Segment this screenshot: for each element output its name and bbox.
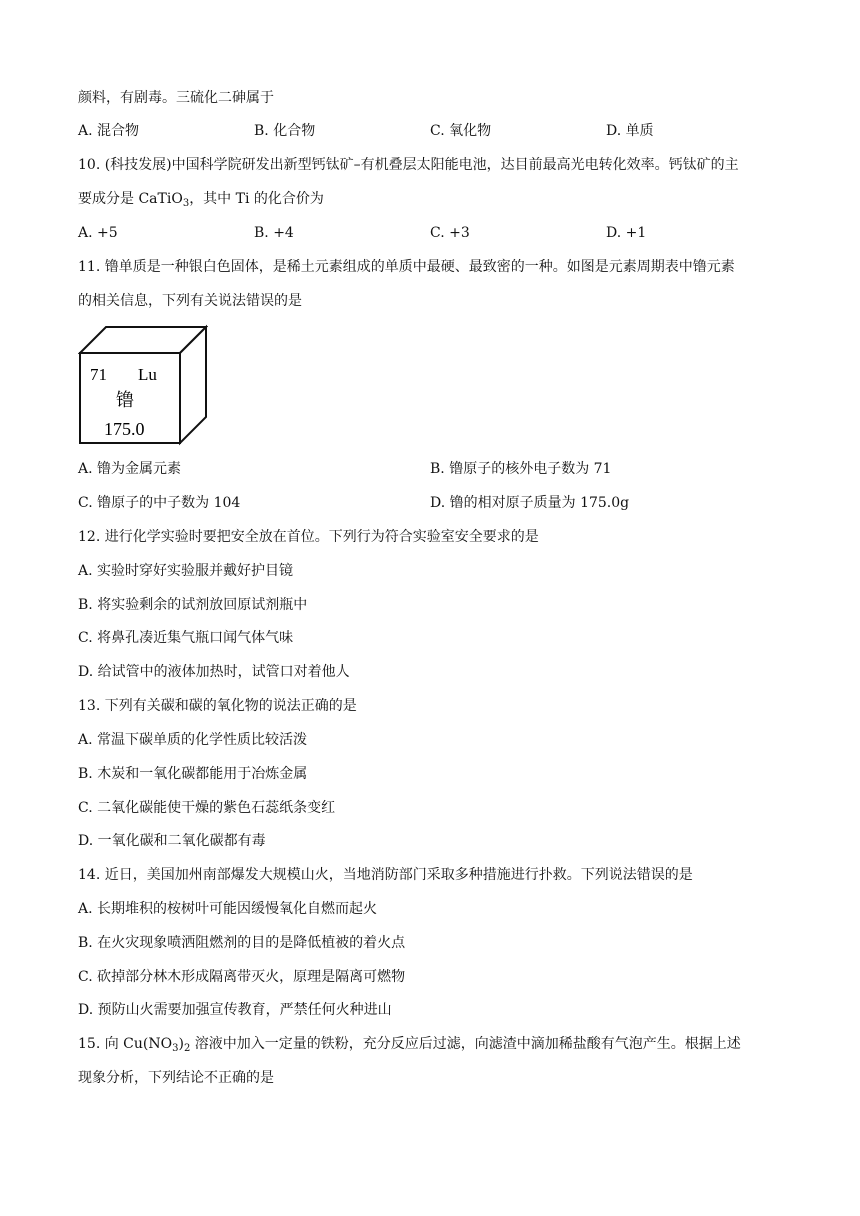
q12-option-b: B. 将实验剩余的试剂放回原试剂瓶中 [78, 597, 308, 613]
q9-option-b: B. 化合物 [254, 123, 316, 139]
q12-stem: 12. 进行化学实验时要把安全放在首位。下列行为符合实验室安全要求的是 [78, 529, 539, 545]
q15-stem-line1: 15. 向 $Cu(NO_3)_2$ 溶液中加入一定量的铁粉，充分反应后过滤，向滤渣中滴加稀盐酸有气泡产生。根据上述 [78, 1036, 741, 1054]
q11-option-b: B. 镥原子的核外电子数为 71 [430, 461, 612, 477]
q13-option-a: A. 常温下碳单质的化学性质比较活泼 [78, 732, 308, 748]
q9-option-d: D. 单质 [606, 123, 654, 139]
q14-option-d: D. 预防山火需要加强宣传教育，严禁任何火种进山 [78, 1002, 392, 1018]
q9-options [78, 121, 758, 141]
element-cell-figure [78, 323, 208, 446]
q14-option-b: B. 在火灾现象喷洒阻燃剂的目的是降低植被的着火点 [78, 935, 406, 951]
q11-option-d: D. 镥的相对原子质量为 175.0g [430, 495, 630, 511]
q12-option-a: A. 实验时穿好实验服并戴好护目镜 [78, 563, 294, 579]
q11-stem-line2: 的相关信息，下列有关说法错误的是 [78, 293, 302, 309]
q14-option-c: C. 砍掉部分林木形成隔离带灭火，原理是隔离可燃物 [78, 969, 406, 985]
q14-option-a: A. 长期堆积的桉树叶可能因缓慢氧化自燃而起火 [78, 901, 378, 917]
q10-option-c: C. +3 [430, 225, 470, 241]
q11-option-c: C. 镥原子的中子数为 104 [78, 495, 241, 511]
element-atomic-number: 71 [90, 365, 107, 384]
q11-option-a: A. 镥为金属元素 [78, 461, 182, 477]
q12-option-d: D. 给试管中的液体加热时，试管口对着他人 [78, 664, 350, 680]
q14-stem: 14. 近日，美国加州南部爆发大规模山火，当地消防部门采取多种措施进行扑救。下列说法错误的是 [78, 867, 693, 883]
q11-stem-line1: 11. 镥单质是一种银白色固体，是稀土元素组成的单质中最硬、最致密的一种。如图是元素周期表中镥元素 [78, 259, 735, 275]
q10-stem-line1: 10. (科技发展)中国科学院研发出新型钙钛矿–有机叠层太阳能电池，达目前最高光电转化效率。钙钛矿的主 [78, 157, 739, 173]
element-symbol: Lu [138, 365, 157, 384]
q9-stem-end: 颜料，有剧毒。三硫化二砷属于 [78, 90, 274, 106]
q10-option-d: D. +1 [606, 225, 647, 241]
element-name: 镥 [116, 390, 134, 411]
q9-option-a: A. 混合物 [78, 123, 140, 139]
q13-option-b: B. 木炭和一氧化碳都能用于冶炼金属 [78, 766, 308, 782]
q10-stem-line2: 要成分是 CaTiO$_3$，其中 Ti 的化合价为 [78, 191, 324, 209]
q13-option-d: D. 一氧化碳和二氧化碳都有毒 [78, 833, 266, 849]
q10-options [78, 223, 758, 243]
q13-option-c: C. 二氧化碳能使干燥的紫色石蕊纸条变红 [78, 800, 336, 816]
q15-stem-line2: 现象分析，下列结论不正确的是 [78, 1070, 274, 1086]
q13-stem: 13. 下列有关碳和碳的氧化物的说法正确的是 [78, 698, 357, 714]
q12-option-c: C. 将鼻孔凑近集气瓶口闻气体气味 [78, 630, 294, 646]
q9-option-c: C. 氧化物 [430, 123, 492, 139]
q10-option-a: A. +5 [78, 225, 118, 241]
element-atomic-mass: 175.0 [104, 419, 145, 439]
q11-options [78, 459, 778, 513]
q10-option-b: B. +4 [254, 225, 294, 241]
